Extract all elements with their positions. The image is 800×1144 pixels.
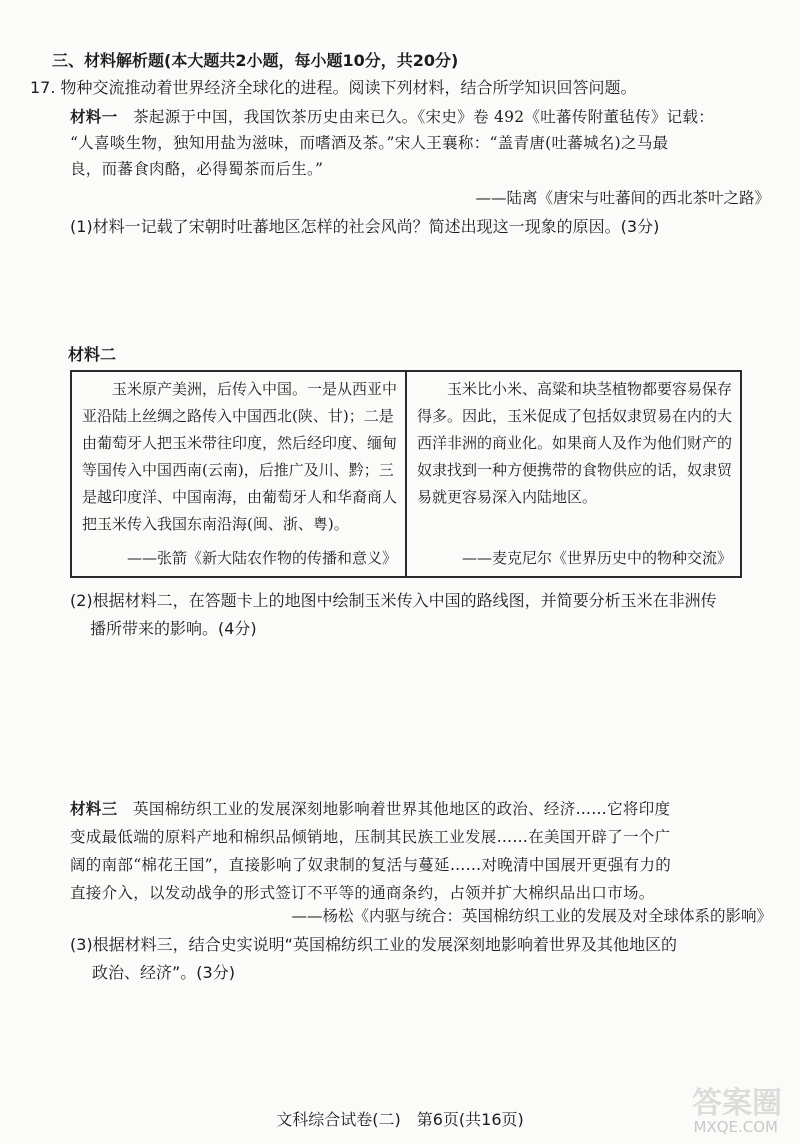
material3-line-1 <box>70 796 670 822</box>
material1-line-3: 良，而蕃食肉酪，必得蜀茶而后生。” <box>70 160 324 178</box>
page-footer: 文科综合试卷(二) 第6页(共16页) <box>276 1110 524 1129</box>
material2-table <box>70 370 742 578</box>
watermark-logo: 答案圈 <box>692 1086 782 1121</box>
material3-line-3: 阔的南部“棉花王国”，直接影响了奴隶制的复活与蔓延……对晚清中国展开更强有力的 <box>70 856 672 874</box>
material2-right-source: ——麦克尼尔《世界历史中的物种交流》 <box>461 549 732 567</box>
section-title: 三、材料解析题(本大题共2小题，每小题10分，共20分) <box>52 51 459 70</box>
material1-text-1: 茶起源于中国，我国饮茶历史由来已久。《宋史》卷 492《吐蕃传附董毡传》记载： <box>133 108 715 126</box>
material1-source: ——陆离《唐宋与吐蕃间的西北茶叶之路》 <box>475 189 770 207</box>
material2-right-cell <box>405 372 740 576</box>
material3-source: ——杨松《内驱与统合：英国棉纺织工业的发展及对全球体系的影响》 <box>291 907 772 925</box>
material3-label: 材料三 <box>70 799 118 818</box>
question-3-line-1: (3)根据材料三，结合史实说明“英国棉纺织工业的发展深刻地影响着世界及其他地区的 <box>70 935 677 954</box>
material2-left-source: ——张箭《新大陆农作物的传播和意义》 <box>126 549 397 567</box>
material2-label: 材料二 <box>68 345 117 364</box>
question-2-line-1: (2)根据材料二，在答题卡上的地图中绘制玉米传入中国的路线图，并简要分析玉米在非洲传 <box>70 591 717 610</box>
material3-line-2: 变成最低端的原料产地和棉织品倾销地，压制其民族工业发展……在美国开辟了一个广 <box>70 828 671 846</box>
question-stem: 17. 物种交流推动着世界经济全球化的进程。阅读下列材料，结合所学知识回答问题。 <box>30 78 637 97</box>
material2-left-cell <box>72 372 405 576</box>
material2-left-text: 玉米原产美洲，后传入中国。一是从西亚中亚沿陆上丝绸之路传入中国西北(陕、甘)；二是由葡萄牙人把玉米带往印度，然后经印度、缅甸等国传入中国西南(云南)，后推广及川、黔；三是越印度洋、中国南海，由葡萄牙人和华裔商人把玉米传入我国东南沿海(闽、浙、粤)。 <box>82 380 398 533</box>
question-3-line-2: 政治、经济”。(3分) <box>92 963 235 982</box>
material3-line-4: 直接介入，以发动战争的形式签订不平等的通商条约，占领并扩大棉织品出口市场。 <box>70 884 655 902</box>
material3-text-1: 英国棉纺织工业的发展深刻地影响着世界其他地区的政治、经济……它将印度 <box>133 800 671 818</box>
material1-line-2: “人喜啖生物，独知用盐为滋味，而嗜酒及茶。”宋人王襄称：“盖青唐(吐蕃城名)之马最 <box>70 134 669 152</box>
question-1: (1)材料一记载了宋朝时吐蕃地区怎样的社会风尚？简述出现这一现象的原因。(3分) <box>70 217 660 236</box>
material1-line-1 <box>70 104 714 130</box>
material1-label: 材料一 <box>70 107 118 126</box>
watermark-url: MXQE.COM <box>693 1118 778 1136</box>
material2-right-text: 玉米比小米、高粱和块茎植物都要容易保存得多。因此，玉米促成了包括奴隶贸易在内的大西洋非洲的商业化。如果商人及作为他们财产的奴隶找到一种方便携带的食物供应的话，奴隶贸易就更容易深入内陆地区。 <box>417 380 733 506</box>
question-2-line-2: 播所带来的影响。(4分) <box>90 619 257 638</box>
